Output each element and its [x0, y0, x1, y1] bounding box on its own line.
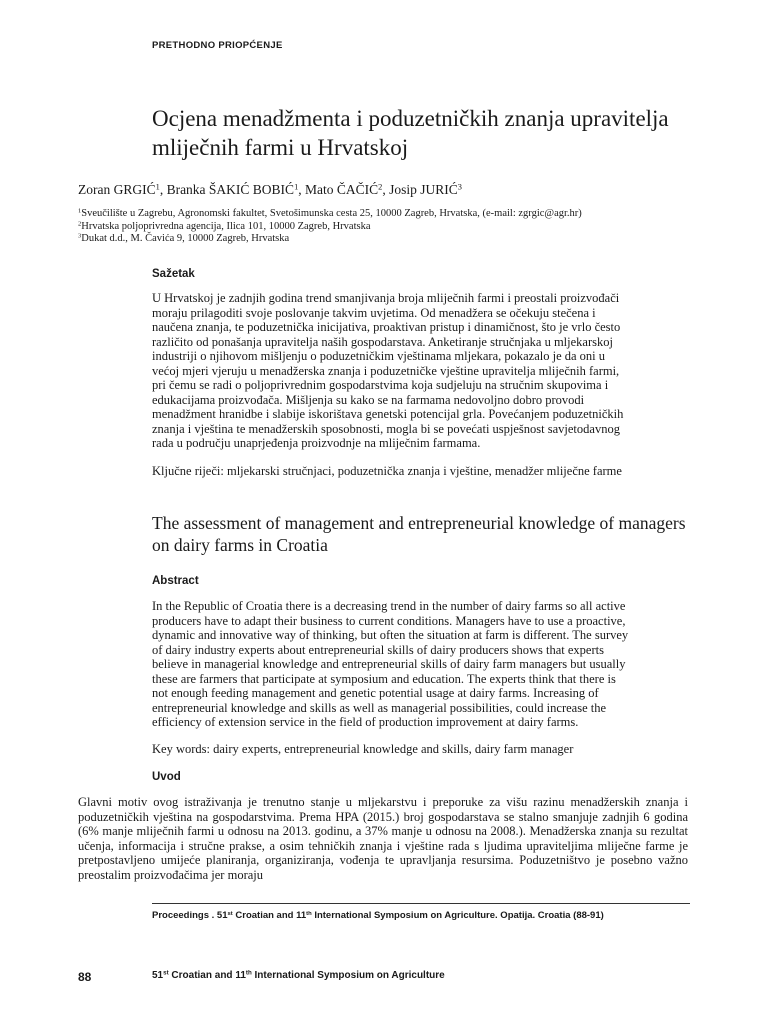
- text-line: believe in managerial knowledge and entrepreneurial skills of dairy farm managers but usually: [152, 657, 626, 671]
- article-title: Ocjena menadžmenta i poduzetničkih znanja upravitelja mliječnih farmi u Hrvatskoj: [152, 106, 669, 160]
- abstract-body: [152, 599, 688, 730]
- text-line: efficiency of extension service in the field of production improvement at dairy farms.: [152, 715, 579, 729]
- author: Zoran GRGIĆ$^1$,: [78, 182, 167, 197]
- author: Josip JURIĆ$^3$: [389, 182, 462, 197]
- uvod-heading: Uvod: [152, 771, 181, 783]
- text-line: U Hrvatskoj je zadnjih godina trend smanjivanja broja mliječnih farmi i preostali proizvođači: [152, 291, 620, 305]
- page-number: 88: [78, 970, 92, 984]
- footnote-divider: [152, 903, 690, 904]
- text-line: not enough feeding management and genetic potential usage at dairy farms. Increasing of: [152, 686, 599, 700]
- text-line: rada u području unaprjeđenja proizvodnje na mliječnim farmama.: [152, 436, 481, 450]
- text-line: producers have to adapt their business to current conditions. Managers have to use a proactive,: [152, 613, 626, 628]
- author-list: [78, 182, 462, 198]
- text-line: In the Republic of Croatia there is a decreasing trend in the number of dairy farms so all active: [152, 599, 626, 613]
- affiliation: $^1$Sveučilište u Zagrebu, Agronomski fakultet, Svetošimunska cesta 25, 10000 Zagreb, Hrvatska, (e-mail: zgrgic@agr.hr): [78, 207, 582, 219]
- affiliation: $^2$Hrvatska poljoprivredna agencija, Ilica 101, 10000 Zagreb, Hrvatska: [78, 219, 371, 232]
- affiliation-list: [78, 208, 582, 246]
- text-line: različito od ponašanja upravitelja naših gospodarstava. Anketiranje stručnjaka u mljekarskoj: [152, 334, 613, 349]
- uvod-body: Glavni motiv ovog istraživanja je trenutno stanje u mljekarstvu i preporuke za višu razinu menadžerskih znanja i poduzetničkih vještina na gospodarstvima. Prema HPA (2015.) broj gospodarstava se stalno smanjuje zadnjih 6 godina (6% manje mliječnih farmi u odnosu na 2013. godinu, a 37% manje u odnosu na 2008.). Menadžerska znanja su rezultat učenja, informacija i stručne prakse, a osim tehničkih znanja i vještine rada s ljudima upraviteljima mliječne farme je pretpostavljeno umijeće planiranja, organiziranja, vođenja te upravljanja resursima. Poduzetništvo je posebno važno preostalim proizvođačima jer moraju: [78, 795, 688, 882]
- text-line: entrepreneurial knowledge and skills as well as managerial possibilities, could increase the: [152, 700, 607, 715]
- abstract-keywords: Key words: dairy experts, entrepreneurial knowledge and skills, dairy farm manager: [152, 742, 574, 756]
- text-line: dynamic and innovative way of thinking, but often the situation at farm is different. The survey: [152, 628, 629, 642]
- text-line: znanja i vještina te menadžerskih sposobnosti, mogla bi se povećati uspješnost savjetodavnog: [152, 421, 620, 436]
- author: Branka ŠAKIĆ BOBIĆ$^1$,: [166, 182, 305, 197]
- proceedings-citation: Proceedings . 51st Croatian and 11th International Symposium on Agriculture. Opatija. Croatia (88-91): [152, 910, 604, 921]
- affiliation: $^3$Dukat d.d., M. Čavića 9, 10000 Zagreb, Hrvatska: [78, 232, 290, 244]
- article-category: PRETHODNO PRIOPĆENJE: [152, 40, 283, 51]
- text-line: menadžment hranidbe i slabije iskorištava genetski potencijal grla. Povećanjem poduzetničkih: [152, 407, 624, 421]
- english-title: The assessment of management and entrepreneurial knowledge of managers on dairy farms in Croatia: [152, 513, 686, 555]
- text-line: pri čemu se radi o poljoprivrednim gospodarstvima koja sudjeluju na stručnim skupovima i: [152, 378, 609, 392]
- text-line: of dairy industry experts about entrepreneurial skills of dairy producers shows that experts: [152, 642, 604, 657]
- sazetak-body: [152, 291, 688, 451]
- abstract-heading: Abstract: [152, 575, 199, 587]
- author: Mato ČAČIĆ$^2$,: [305, 182, 390, 197]
- text-line: naučena znanja, te poduzetnička inicijativa, proaktivan pristup i dinamičnost, što je vrlo često: [152, 320, 621, 334]
- text-line: these are farmers that participate at symposium and education. The experts think that there is: [152, 671, 616, 686]
- running-footer: 51st Croatian and 11th International Symposium on Agriculture: [152, 969, 445, 981]
- text-line: industriji o njihovom mišljenju o poduzetničkim vještinama mljekara, pokazalo je da oni u: [152, 349, 606, 363]
- text-line: edukacijama proizvođača. Mišljenja su kako se na farmama nedovoljno dobro provodi: [152, 392, 585, 407]
- text-line: moraju prilagoditi svoje poslovanje takvim uvjetima. Od menadžera se očekuju stečena i: [152, 305, 596, 320]
- sazetak-keywords: Ključne riječi: mljekarski stručnjaci, poduzetnička znanja i vještine, menadžer mliječne farme: [152, 464, 622, 478]
- text-line: većoj mjeri vjeruju u menadžerska znanja i poduzetničke vještine upravitelja mliječnih farmi,: [152, 363, 620, 378]
- sazetak-heading: Sažetak: [152, 268, 195, 280]
